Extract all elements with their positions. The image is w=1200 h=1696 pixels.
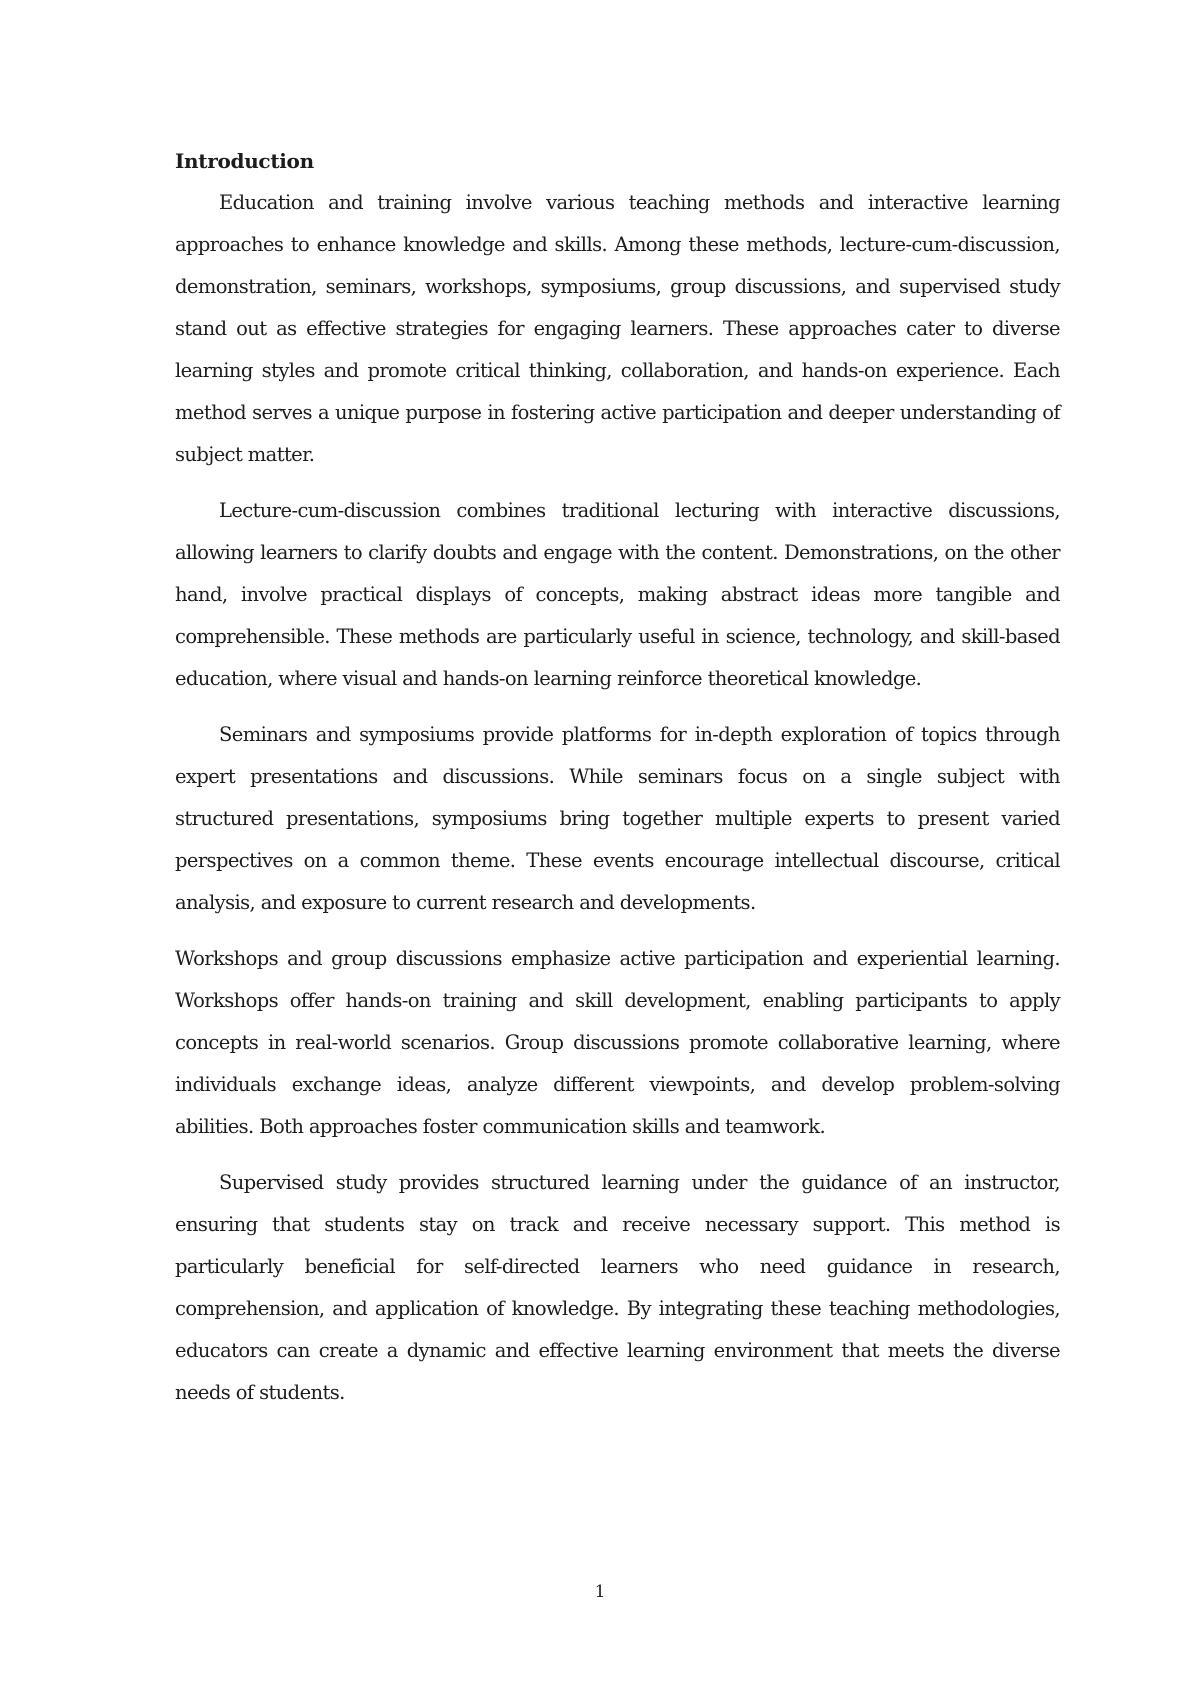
paragraph-intro: Education and training involve various teaching methods and interactive learning approaches to enhance knowledge and skills. Among these methods, lecture-cum-discussion, demonstration, seminars, workshops, symposiums, group discussions, and supervised study stand out as effective strategies for engaging learners. These approaches cater to diverse learning styles and promote critical thinking, collaboration, and hands-on experience. Each method serves a unique purpose in fostering active participation and deeper understanding of subject matter. bbox=[175, 191, 1060, 466]
paragraph-workshops-discussions: Workshops and group discussions emphasize active participation and experiential learning. Workshops offer hands-on training and skill development, enabling participants to apply concepts in real-world scenarios. Group discussions promote collaborative learning, where individuals exchange ideas, analyze different viewpoints, and develop problem-solving abilities. Both approaches foster communication skills and teamwork. bbox=[175, 947, 1060, 1138]
paragraph-seminars-symposiums: Seminars and symposiums provide platforms for in-depth exploration of topics through expert presentations and discussions. While seminars focus on a single subject with structured presentations, symposiums bring together multiple experts to present varied perspectives on a common theme. These events encourage intellectual discourse, critical analysis, and exposure to current research and developments. bbox=[175, 723, 1060, 914]
paragraph-lecture-demonstration: Lecture-cum-discussion combines traditional lecturing with interactive discussions, allowing learners to clarify doubts and engage with the content. Demonstrations, on the other hand, involve practical displays of concepts, making abstract ideas more tangible and comprehensible. These methods are particularly useful in science, technology, and skill-based education, where visual and hands-on learning reinforce theoretical knowledge. bbox=[175, 499, 1060, 690]
page-number: 1 bbox=[594, 1582, 606, 1602]
document-body bbox=[175, 140, 1060, 1428]
section-heading: Introduction bbox=[175, 149, 314, 173]
paragraph-supervised-study: Supervised study provides structured learning under the guidance of an instructor, ensuring that students stay on track and receive necessary support. This method is particularly beneficial for self-directed learners who need guidance in research, comprehension, and application of knowledge. By integrating these teaching methodologies, educators can create a dynamic and effective learning environment that meets the diverse needs of students. bbox=[175, 1171, 1060, 1404]
